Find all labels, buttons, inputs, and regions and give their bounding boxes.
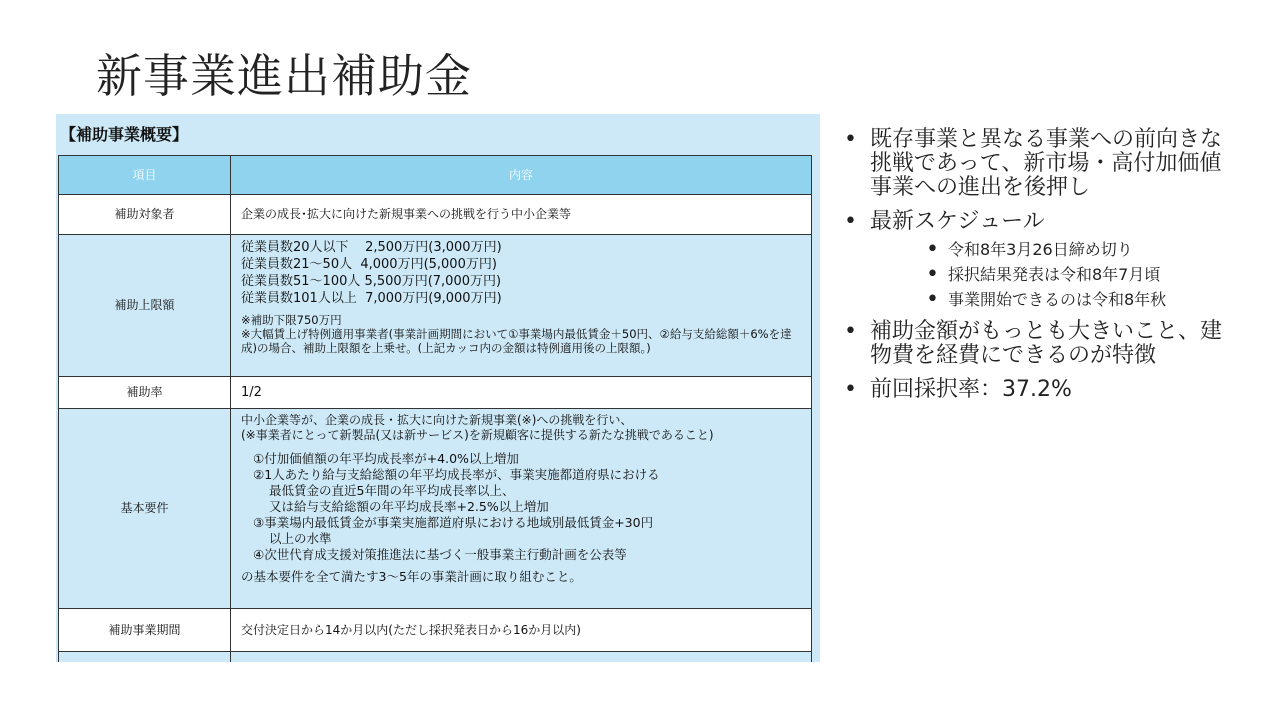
table-row bbox=[59, 377, 812, 409]
limit-note-minimum: ※補助下限750万円 bbox=[241, 313, 342, 327]
row-content-limit bbox=[231, 235, 812, 377]
bullet-item bbox=[840, 320, 1240, 368]
sub-bullet-item bbox=[870, 237, 1240, 262]
requirements-outro: の基本要件を全て満たす3～5年の事業計画に取り組むこと。 bbox=[241, 569, 582, 584]
row-label-period: 補助事業期間 bbox=[59, 609, 231, 652]
bullet-icon: • bbox=[844, 377, 857, 402]
table-row bbox=[59, 609, 812, 652]
bullet-text: 既存事業と異なる事業への前向きな挑戦であって、新市場・高付加価値事業への進出を後押し bbox=[870, 127, 1223, 200]
limit-line: 従業員数101人以上 7,000万円(9,000万円) bbox=[241, 291, 502, 306]
bullet-item bbox=[840, 128, 1240, 200]
limit-note-special: ※大幅賃上げ特例適用事業者(事業計画期間において①事業場内最低賃金＋50円、②給与支給総額＋6%を達成)の場合、補助上限額を上乗せ。(上記カッコ内の金額は特例適用後の上限額。) bbox=[241, 327, 792, 355]
bullet-icon: • bbox=[844, 127, 857, 152]
row-label-rate: 補助率 bbox=[59, 377, 231, 409]
limit-note bbox=[241, 313, 801, 355]
row-label-requirements: 基本要件 bbox=[59, 409, 231, 609]
sub-bullet-item bbox=[870, 287, 1240, 312]
slide-title: 新事業進出補助金 bbox=[96, 49, 472, 103]
sub-bullet-item bbox=[870, 262, 1240, 287]
bullet-item bbox=[840, 210, 1240, 310]
row-content-cut bbox=[231, 652, 812, 663]
table-row bbox=[59, 235, 812, 377]
limit-line: 従業員数20人以下 2,500万円(3,000万円) bbox=[241, 240, 502, 255]
limit-line: 従業員数21～50人 4,000万円(5,000万円) bbox=[241, 257, 497, 272]
table-row bbox=[59, 652, 812, 663]
row-content-target: 企業の成長･拡大に向けた新規事業への挑戦を行う中小企業等 bbox=[231, 195, 812, 235]
overview-table bbox=[58, 155, 812, 662]
panel-heading: 【補助事業概要】 bbox=[60, 125, 189, 144]
sub-bullet-icon: • bbox=[926, 262, 939, 287]
row-content-rate: 1/2 bbox=[231, 377, 812, 409]
bullet-list bbox=[840, 128, 1240, 412]
sub-bullet-icon: • bbox=[926, 237, 939, 262]
requirement-item: ③事業場内最低賃金が事業実施都道府県における地域別最低賃金+30円 bbox=[253, 515, 654, 530]
sub-bullet-icon: • bbox=[926, 287, 939, 312]
header-item: 項目 bbox=[59, 156, 231, 195]
row-content-requirements bbox=[231, 409, 812, 609]
requirement-item: ①付加価値額の年平均成長率が+4.0%以上増加 bbox=[253, 451, 519, 466]
table-row bbox=[59, 409, 812, 609]
bullet-icon: • bbox=[844, 319, 857, 344]
requirement-item-continued: 又は給与支給総額の年平均成長率+2.5%以上増加 bbox=[269, 499, 549, 514]
requirements-list bbox=[241, 451, 801, 563]
requirements-intro bbox=[241, 413, 801, 443]
bullet-text: 補助金額がもっとも大きいこと、建物費を経費にできるのが特徴 bbox=[870, 319, 1223, 368]
row-label-limit: 補助上限額 bbox=[59, 235, 231, 377]
sub-bullet-text: 令和8年3月26日締め切り bbox=[948, 240, 1133, 259]
table-row bbox=[59, 195, 812, 235]
requirement-item-continued: 最低賃金の直近5年間の年平均成長率以上、 bbox=[269, 483, 515, 498]
table-header-row bbox=[59, 156, 812, 195]
bullet-text: 最新スケジュール bbox=[870, 209, 1045, 234]
sub-bullet-text: 採択結果発表は令和8年7月頃 bbox=[948, 265, 1161, 284]
requirements-intro-note: (※事業者にとって新製品(又は新サービス)を新規顧客に提供する新たな挑戦であること) bbox=[241, 428, 714, 442]
sub-bullet-list bbox=[870, 237, 1240, 312]
sub-bullet-text: 事業開始できるのは令和8年秋 bbox=[948, 290, 1167, 309]
bullet-item bbox=[840, 378, 1240, 402]
header-content: 内容 bbox=[231, 156, 812, 195]
bullet-text: 前回採択率：37.2% bbox=[870, 377, 1072, 402]
requirement-item-continued: 以上の水準 bbox=[269, 531, 332, 546]
requirement-item: ②1人あたり給与支給総額の年平均成長率が、事業実施都道府県における bbox=[253, 467, 660, 482]
row-label-target: 補助対象者 bbox=[59, 195, 231, 235]
limit-line: 従業員数51～100人 5,500万円(7,000万円) bbox=[241, 274, 502, 289]
row-content-period: 交付決定日から14か月以内(ただし採択発表日から16か月以内) bbox=[231, 609, 812, 652]
requirements-intro-line: 中小企業等が、企業の成長・拡大に向けた新規事業(※)への挑戦を行い、 bbox=[241, 413, 633, 427]
row-label-cut bbox=[59, 652, 231, 663]
requirement-item: ④次世代育成支援対策推進法に基づく一般事業主行動計画を公表等 bbox=[253, 547, 627, 562]
bullet-icon: • bbox=[844, 209, 857, 234]
limit-lines bbox=[241, 239, 801, 307]
subsidy-overview-panel bbox=[56, 114, 820, 662]
